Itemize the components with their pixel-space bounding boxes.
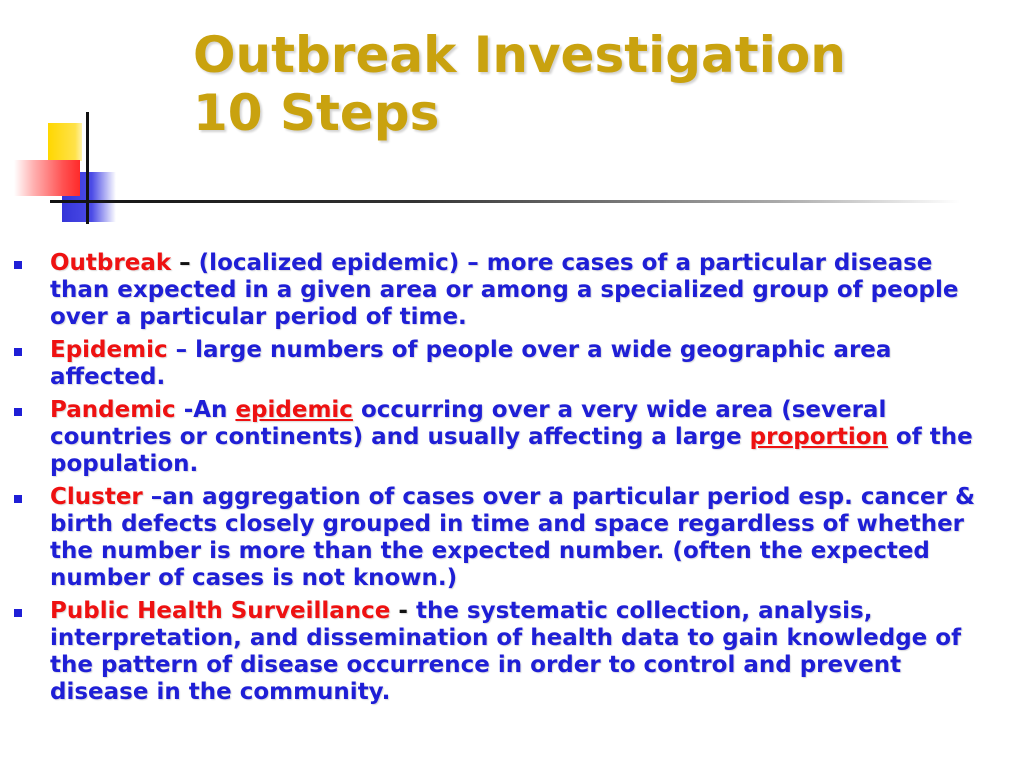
link-epidemic[interactable]: epidemic <box>235 397 353 423</box>
definition-pandemic-part-b: occurring over a very wide area (several countries or continents) and usually affecting a large <box>50 397 887 450</box>
definition-pandemic-part-c: of the population. <box>50 424 973 477</box>
title-line-1: Outbreak Investigation <box>193 26 846 84</box>
definition-epidemic: – large numbers of people over a wide geographic area affected. <box>50 337 892 390</box>
definition-public-health-surveillance: the systematic collection, analysis, interpretation, and dissemination of health data to gain knowledge of the pattern of disease occurrence in order to control and prevent disease in the community. <box>50 598 962 705</box>
bullet-square-icon <box>14 261 22 269</box>
slide-title <box>193 26 846 142</box>
horizontal-rule <box>50 200 960 203</box>
bullet-epidemic <box>14 337 989 391</box>
bullet-public-health-surveillance <box>14 598 989 706</box>
definition-cluster: –an aggregation of cases over a particular period esp. cancer & birth defects closely grouped in time and space regardless of whether the number is more than the expected number. (often the expected number of cases is not known.) <box>50 484 976 591</box>
term-cluster: Cluster <box>50 484 143 510</box>
term-dash: - <box>390 598 416 624</box>
definition-pandemic-part-a: -An <box>175 397 236 423</box>
bullet-cluster <box>14 484 989 592</box>
term-outbreak: Outbreak <box>50 250 172 276</box>
bullet-square-icon <box>14 609 22 617</box>
bullet-outbreak <box>14 250 989 331</box>
yellow-square <box>48 123 82 161</box>
link-proportion[interactable]: proportion <box>749 424 888 450</box>
term-pandemic: Pandemic <box>50 397 176 423</box>
bullet-square-icon <box>14 348 22 356</box>
term-dash: – <box>171 250 199 276</box>
bullet-pandemic <box>14 397 989 478</box>
red-square <box>14 160 80 196</box>
colored-blocks-logo <box>0 100 160 230</box>
definition-list <box>14 250 989 712</box>
definition-outbreak: (localized epidemic) – more cases of a particular disease than expected in a given area or among a specialized group of people over a particular period of time. <box>50 250 959 330</box>
vertical-rule <box>86 112 89 224</box>
term-epidemic: Epidemic <box>50 337 168 363</box>
title-line-2: 10 Steps <box>193 84 440 142</box>
bullet-square-icon <box>14 495 22 503</box>
term-public-health-surveillance: Public Health Surveillance <box>50 598 391 624</box>
bullet-square-icon <box>14 408 22 416</box>
